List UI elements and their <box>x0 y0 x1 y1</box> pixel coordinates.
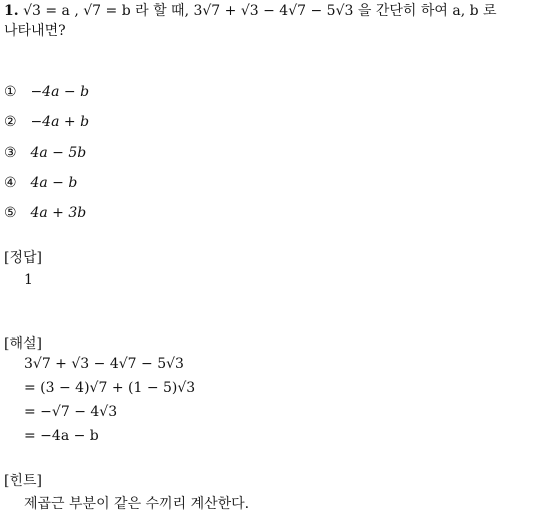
answer-value: 1 <box>24 272 33 288</box>
option-marker: ④ <box>4 175 17 191</box>
option-4[interactable] <box>4 175 77 191</box>
hint-heading: [힌트] <box>4 473 42 489</box>
option-text: −4a − b <box>30 84 90 100</box>
question-text: √3 = a , √7 = b 라 할 때, 3√7 + √3 − 4√7 − 5√3 을 간단히 하여 a, b 로 <box>23 3 497 19</box>
option-marker: ⑤ <box>4 205 17 221</box>
option-2[interactable] <box>4 114 89 130</box>
explanation-line-4: = −4a − b <box>24 428 99 444</box>
option-3[interactable] <box>4 145 86 161</box>
explanation-line-1: 3√7 + √3 − 4√7 − 5√3 <box>24 356 184 372</box>
explanation-heading: [해설] <box>4 336 42 352</box>
option-marker: ① <box>4 84 17 100</box>
explanation-line-2: = (3 − 4)√7 + (1 − 5)√3 <box>24 380 196 396</box>
hint-text: 제곱근 부분이 같은 수끼리 계산한다. <box>24 496 250 512</box>
question-line-2: 나타내면? <box>4 23 66 39</box>
answer-heading: [정답] <box>4 250 42 266</box>
option-5[interactable] <box>4 205 86 221</box>
option-text: 4a + 3b <box>30 205 87 221</box>
explanation-line-3: = −√7 − 4√3 <box>24 404 118 420</box>
option-1[interactable] <box>4 84 89 100</box>
option-text: −4a + b <box>30 114 90 130</box>
option-text: 4a − 5b <box>30 145 87 161</box>
question-number: 1. <box>4 3 19 19</box>
option-marker: ② <box>4 114 17 130</box>
question-line-1 <box>4 2 497 20</box>
option-marker: ③ <box>4 145 17 161</box>
option-text: 4a − b <box>30 175 78 191</box>
